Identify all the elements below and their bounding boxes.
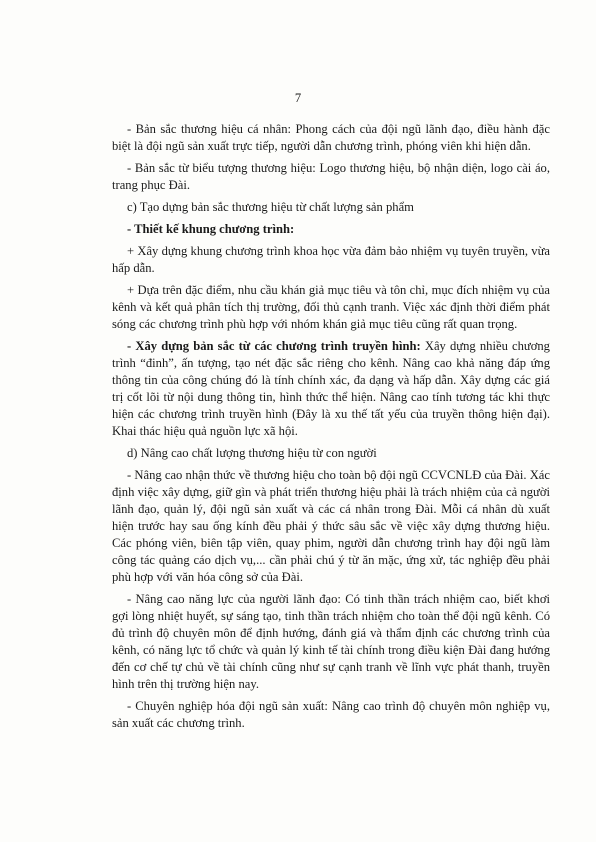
- paragraph-brand-symbol-identity: - Bản sắc từ biểu tượng thương hiệu: Logo thương hiệu, bộ nhận diện, logo cài áo, trang phục Đài.: [112, 161, 550, 192]
- paragraph-brand-awareness: - Nâng cao nhận thức về thương hiệu cho toàn bộ đội ngũ CCVCNLĐ của Đài. Xác định việc xây dựng, giữ gìn và phát triển thương hiệu phải là trách nhiệm của cả người lãnh đạo, quản lý, đội ngũ sản xuất và các cá nhân trong Đài. Mỗi cá nhân dù xuất hiện trước hay sau ống kính đều phải ý thức sâu sắc về việc xây dựng thương hiệu. Các phóng viên, biên tập viên, quay phim, người dẫn chương trình hay đội ngũ làm công tác quảng cáo dịch vụ,... cần phải chú ý từ ăn mặc, ứng xử, tác nghiệp đều phải phù hợp với văn hóa công sở của Đài.: [112, 468, 550, 584]
- paragraph-audience-based: + Dựa trên đặc điểm, nhu cầu khán giả mục tiêu và tôn chỉ, mục đích nhiệm vụ của kênh và kết quả phân tích thị trường, đối thủ cạnh tranh. Việc xác định thời điểm phát sóng các chương trình phù hợp với nhóm khán giả mục tiêu cũng rất quan trọng.: [112, 283, 550, 331]
- paragraph-leadership-capacity: - Nâng cao năng lực của người lãnh đạo: Có tinh thần trách nhiệm cao, biết khơi gợi lòng nhiệt huyết, sự sáng tạo, tinh thần trách nhiệm cho toàn thể đội ngũ kênh. Có đủ trình độ chuyên môn để định hướng, đánh giá và thẩm định các chương trình của kênh, có năng lực tổ chức và quản lý kinh tế tài chính trong điều kiện Đài đang hướng đến cơ chế tự chủ về tài chính cũng như sự cạnh tranh về lĩnh vực phát thanh, truyền hình trên thị trường hiện nay.: [112, 592, 550, 691]
- page-number: 7: [294, 91, 302, 105]
- section-heading-c: c) Tạo dựng bản sắc thương hiệu từ chất lượng sản phẩm: [127, 200, 414, 214]
- page-body: [112, 121, 550, 737]
- paragraph-body-text: Xây dựng nhiều chương trình “đinh”, ấn tượng, tạo nét đặc sắc riêng cho kênh. Nâng cao khả năng đáp ứng thông tin của công chúng đó là tính chính xác, đa dạng và hấp dẫn. Xây dựng các giá trị cốt lõi từ nội dung thông tin, hình thức thể hiện. Nâng cao tính tương tác khi thực hiện các chương trình truyền hình (Đây là xu thế tất yếu của truyền thông hiện đại). Khai thác hiệu quả nguồn lực xã hội.: [112, 339, 550, 438]
- paragraph-lead-bold: - Xây dựng bản sắc từ các chương trình truyền hình:: [127, 339, 421, 353]
- section-heading-d: d) Nâng cao chất lượng thương hiệu từ con người: [127, 446, 377, 460]
- paragraph-build-framework: + Xây dựng khung chương trình khoa học vừa đảm bảo nhiệm vụ tuyên truyền, vừa hấp dẫn.: [112, 244, 550, 275]
- paragraph-tv-programs-identity: [112, 338, 550, 440]
- paragraph-personal-brand-identity: - Bản sắc thương hiệu cá nhân: Phong cách của đội ngũ lãnh đạo, điều hành đặc biệt là đội ngũ sản xuất trực tiếp, người dẫn chương trình, phóng viên khi hiện dẫn.: [112, 122, 550, 153]
- subheading-program-framework: - Thiết kế khung chương trình:: [127, 222, 295, 236]
- paragraph-professional-staff: - Chuyên nghiệp hóa đội ngũ sản xuất: Nâng cao trình độ chuyên môn nghiệp vụ, sản xuất các chương trình.: [112, 699, 550, 730]
